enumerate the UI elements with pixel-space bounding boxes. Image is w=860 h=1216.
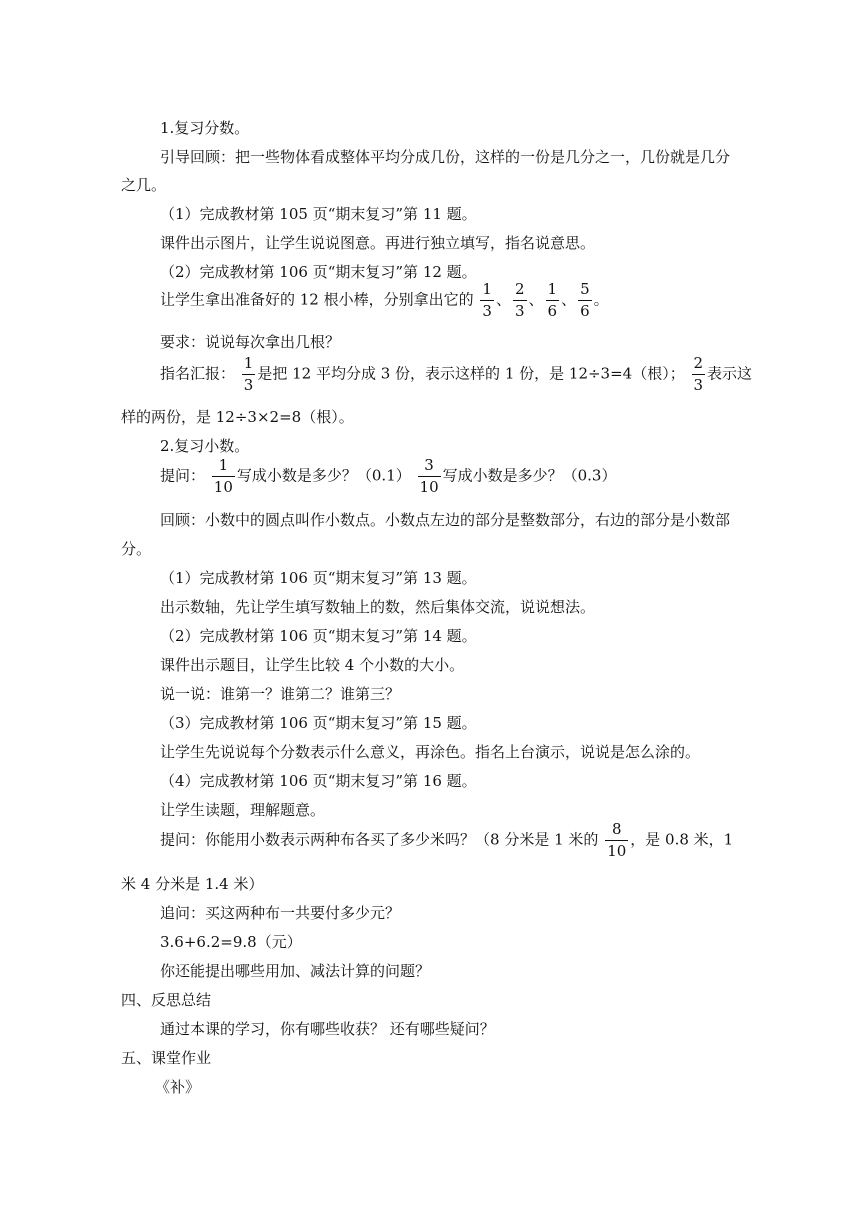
fraction xyxy=(546,282,560,319)
text-run: 提问： xyxy=(160,466,206,485)
fraction-numerator: 1 xyxy=(212,458,235,477)
fraction xyxy=(480,282,494,319)
fraction-denominator: 10 xyxy=(213,478,233,496)
fraction-numerator: 5 xyxy=(578,282,592,301)
text-run: 指名汇报： xyxy=(160,364,236,383)
text-run: 写成小数是多少？（0.3） xyxy=(442,466,617,485)
text-run: 让学生拿出准备好的 12 根小棒，分别拿出它的 xyxy=(160,290,474,309)
paragraph-line-with-fractions xyxy=(160,282,609,319)
text-run: ，是 0.8 米，1 xyxy=(630,830,734,849)
fraction-denominator: 3 xyxy=(243,376,254,394)
fraction-numerator: 1 xyxy=(546,282,560,301)
section-heading-fractions: 1.复习分数。 xyxy=(160,119,250,137)
paragraph-line: 分。 xyxy=(121,540,152,558)
text-run: 表示这 xyxy=(707,364,753,383)
fraction xyxy=(692,356,706,393)
fraction-numerator: 1 xyxy=(480,282,494,301)
paragraph-line: 让学生先说说每个分数表示什么意义，再涂色。指名上台演示，说说是怎么涂的。 xyxy=(160,743,701,761)
exercise-item: （2）完成教材第 106 页“期末复习”第 12 题。 xyxy=(160,263,477,281)
text-run: 写成小数是多少？（0.1） xyxy=(236,466,411,485)
text-run: 是把 12 平均分成 3 份，表示这样的 1 份，是 12÷3=4（根）； xyxy=(257,364,685,383)
exercise-item: （4）完成教材第 106 页“期末复习”第 16 题。 xyxy=(160,772,477,790)
section-heading-decimals: 2.复习小数。 xyxy=(160,437,250,455)
paragraph-line: 《补》 xyxy=(155,1078,201,1096)
fraction-numerator: 2 xyxy=(692,356,706,375)
section-heading-homework: 五、课堂作业 xyxy=(121,1049,212,1067)
fraction xyxy=(418,458,441,495)
paragraph-line: 回顾：小数中的圆点叫作小数点。小数点左边的部分是整数部分，右边的部分是小数部 xyxy=(160,511,731,529)
fraction xyxy=(212,458,235,495)
paragraph-line: 课件出示图片，让学生说说图意。再进行独立填写，指名说意思。 xyxy=(160,234,596,252)
paragraph-line: 课件出示题目，让学生比较 4 个小数的大小。 xyxy=(160,656,465,674)
paragraph-line: 出示数轴，先让学生填写数轴上的数，然后集体交流，说说想法。 xyxy=(160,598,596,616)
fraction-denominator: 3 xyxy=(482,302,492,320)
exercise-item: （1）完成教材第 106 页“期末复习”第 13 题。 xyxy=(160,569,477,587)
paragraph-line: 要求：说说每次拿出几根？ xyxy=(160,333,341,351)
paragraph-line-with-fractions xyxy=(160,458,616,495)
separator: 、 xyxy=(528,290,544,309)
paragraph-line: 追问：买这两种布一共要付多少元？ xyxy=(160,904,401,922)
fraction-numerator: 8 xyxy=(605,822,628,841)
paragraph-line: 之几。 xyxy=(121,176,167,194)
fraction-denominator: 10 xyxy=(419,478,439,496)
fraction-numerator: 3 xyxy=(418,458,441,477)
fraction xyxy=(605,822,628,859)
text-run: 提问：你能用小数表示两种布各买了多少米吗？（8 分米是 1 米的 xyxy=(160,830,599,849)
paragraph-line: 让学生读题，理解题意。 xyxy=(160,801,326,819)
paragraph-line: 米 4 分米是 1.4 米） xyxy=(121,875,264,893)
separator: 、 xyxy=(561,290,577,309)
paragraph-line: 样的两份，是 12÷3×2=8（根）。 xyxy=(121,408,354,426)
paragraph-line: 引导回顾：把一些物体看成整体平均分成几份，这样的一份是几分之一，几份就是几分 xyxy=(160,148,731,166)
paragraph-line-with-fractions xyxy=(160,822,733,859)
fraction-denominator: 6 xyxy=(580,302,590,320)
fraction-numerator: 1 xyxy=(242,356,256,375)
fraction-numerator: 2 xyxy=(513,282,527,301)
separator: 、 xyxy=(495,290,511,309)
fraction-denominator: 6 xyxy=(547,302,558,320)
fraction-denominator: 3 xyxy=(693,376,704,394)
equation-line: 3.6+6.2=9.8（元） xyxy=(160,933,302,951)
exercise-item: （3）完成教材第 106 页“期末复习”第 15 题。 xyxy=(160,714,477,732)
exercise-item: （2）完成教材第 106 页“期末复习”第 14 题。 xyxy=(160,627,477,645)
fraction xyxy=(513,282,527,319)
exercise-item: （1）完成教材第 105 页“期末复习”第 11 题。 xyxy=(160,205,477,223)
fraction-denominator: 3 xyxy=(514,302,525,320)
fraction xyxy=(578,282,592,319)
section-heading-reflection: 四、反思总结 xyxy=(121,991,212,1009)
text-run: 。 xyxy=(593,290,609,309)
paragraph-line: 通过本课的学习，你有哪些收获？ 还有哪些疑问？ xyxy=(160,1020,495,1038)
paragraph-line: 说一说：谁第一？谁第二？谁第三？ xyxy=(160,685,401,703)
paragraph-line-with-fractions xyxy=(160,356,752,393)
paragraph-line: 你还能提出哪些用加、减法计算的问题？ xyxy=(160,962,431,980)
fraction xyxy=(242,356,256,393)
fraction-denominator: 10 xyxy=(607,842,627,860)
